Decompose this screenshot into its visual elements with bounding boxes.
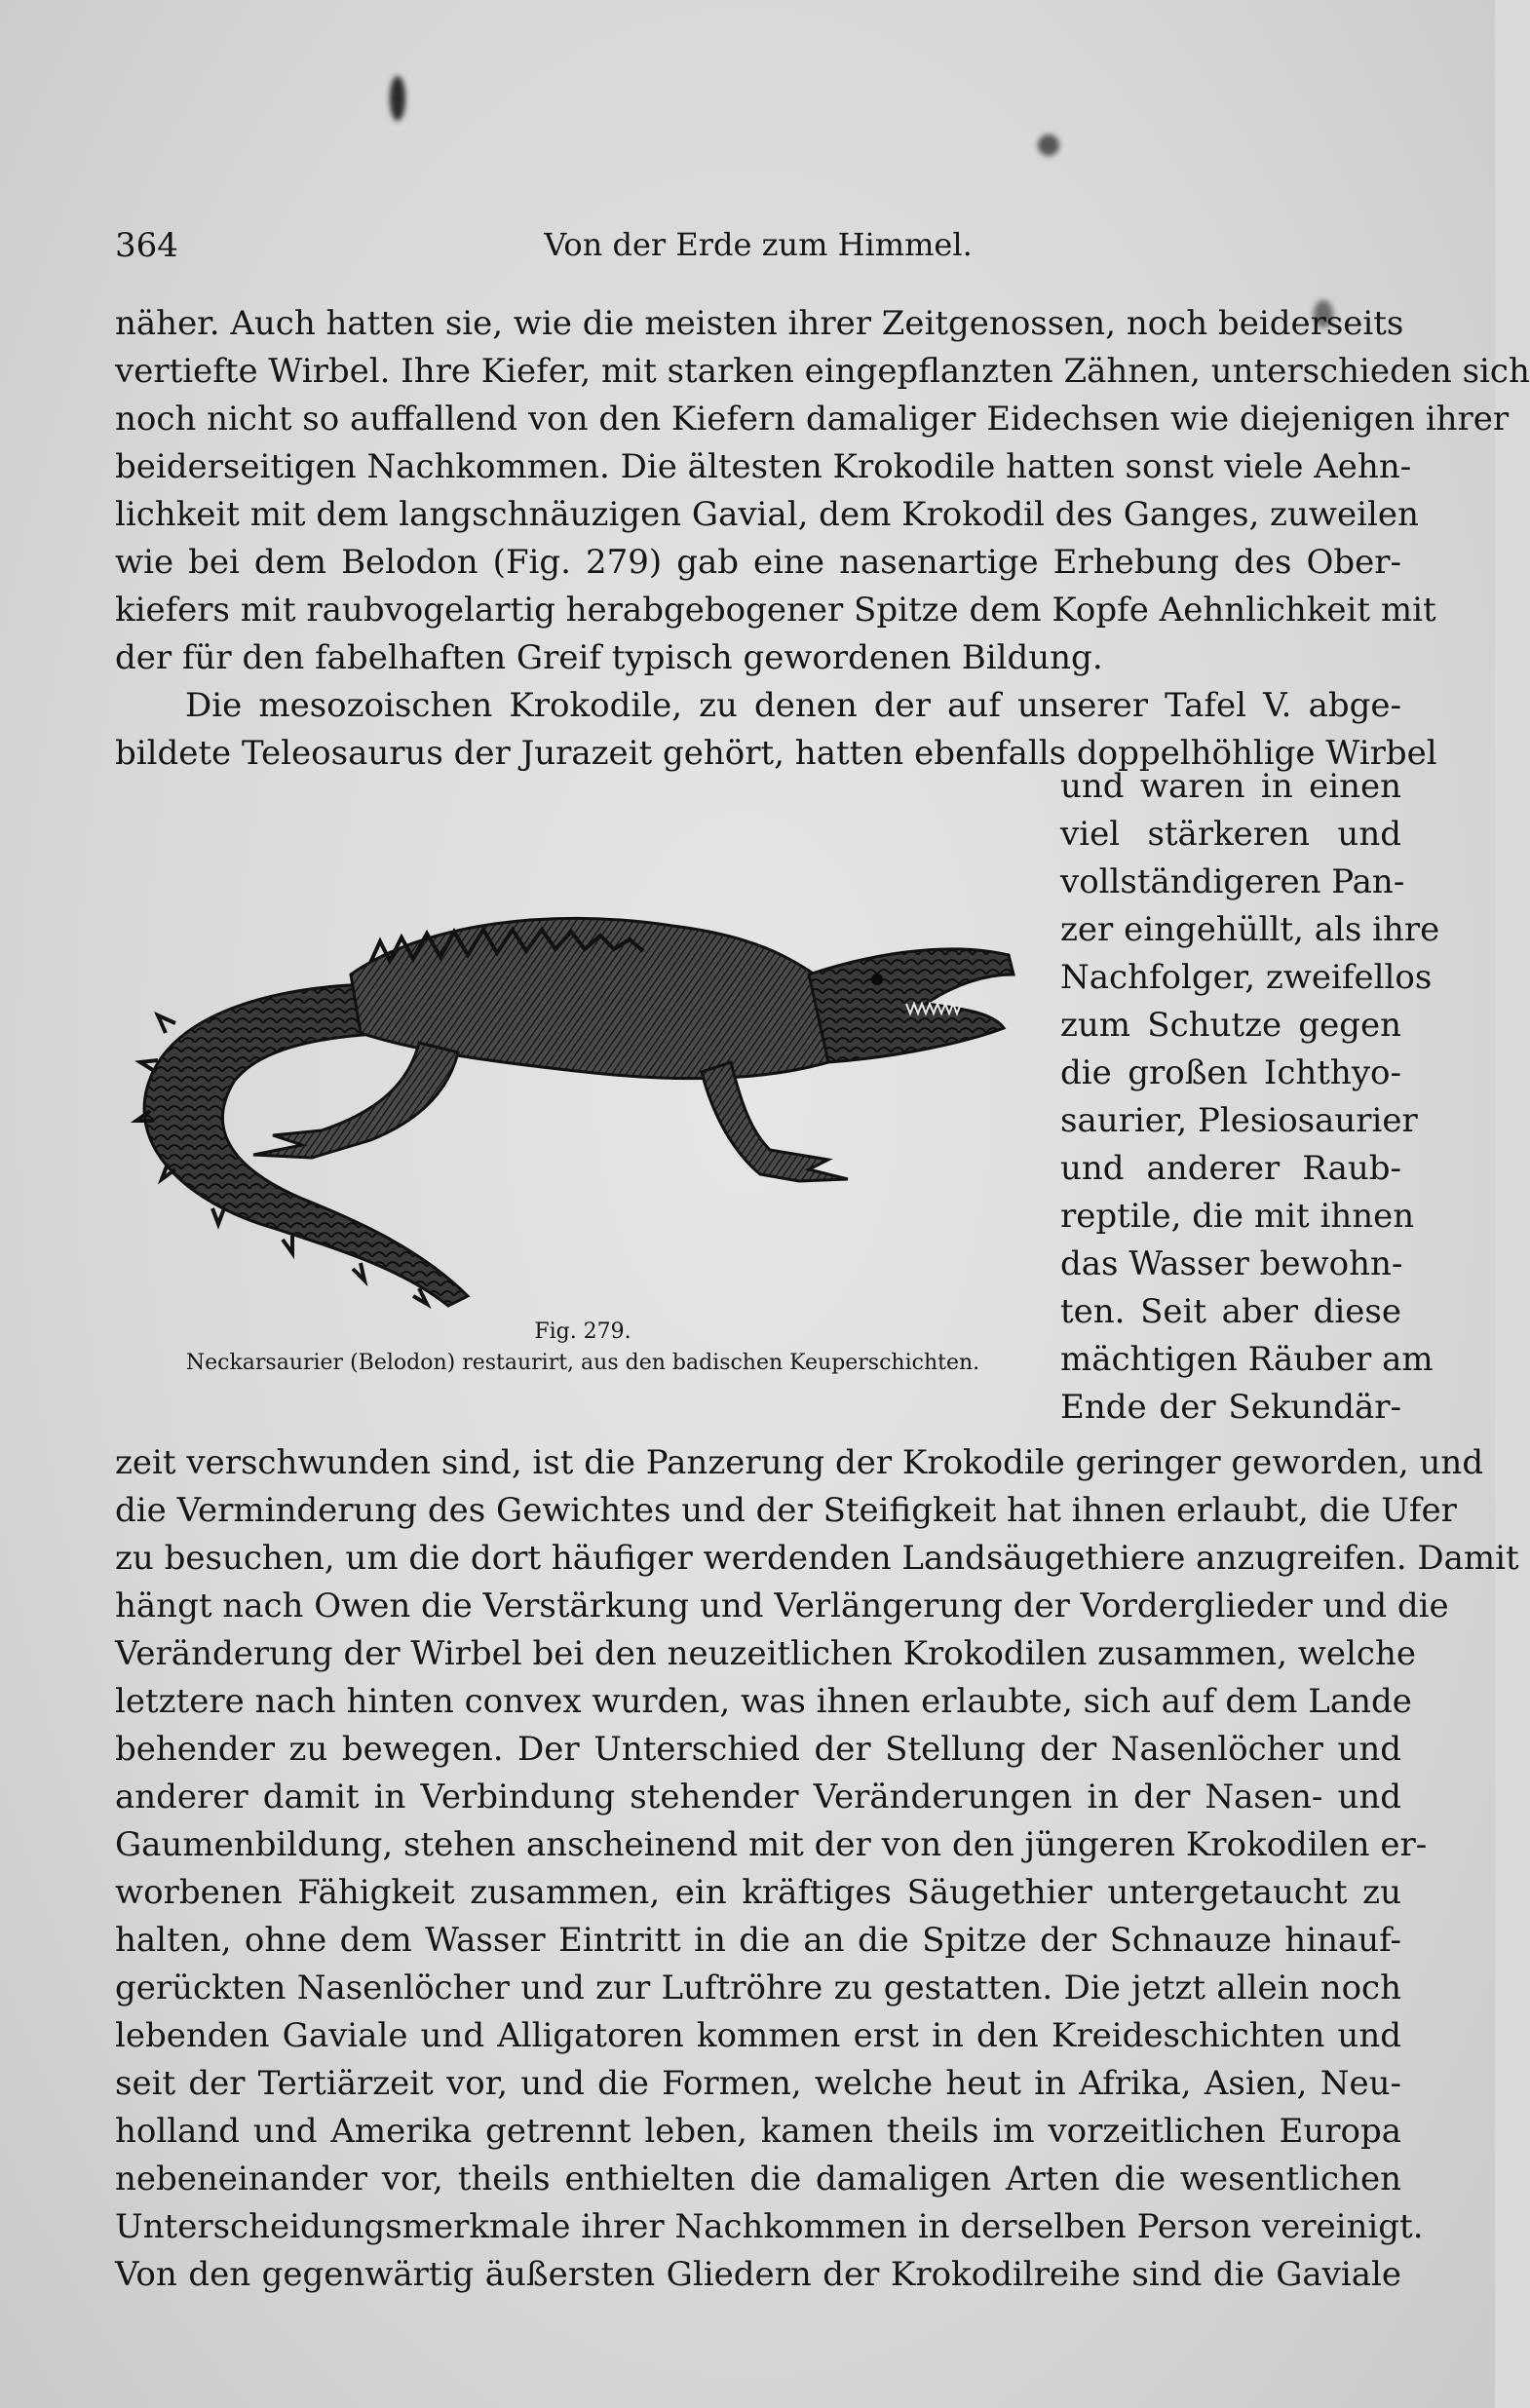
text-line: zum Schutze gegen [1060, 1006, 1401, 1045]
text-line: behender zu bewegen. Der Unterschied der Stellung der Nasenlöcher und [115, 1730, 1401, 1769]
text-line: halten, ohne dem Wasser Eintritt in die an die Spitze der Schnauze hinauf- [115, 1921, 1401, 1960]
text-line: Veränderung der Wirbel bei den neuzeitlichen Krokodilen zusammen, welche [115, 1634, 1416, 1673]
text-line: Von den gegenwärtig äußersten Gliedern der Krokodilreihe sind die Gaviale [115, 2255, 1401, 2294]
page-header [115, 216, 1401, 275]
text-line: nebeneinander vor, theils enthielten die damaligen Arten die wesentlichen [115, 2160, 1401, 2198]
text-line: und waren in einen [1060, 767, 1401, 806]
text-line: näher. Auch hatten sie, wie die meisten ihrer Zeitgenossen, noch beiderseits [115, 304, 1404, 343]
text-line: kiefers mit raubvogelartig herabgebogener Spitze dem Kopfe Aehnlichkeit mit [115, 591, 1436, 630]
text-line: lebenden Gaviale und Alligatoren kommen erst in den Kreideschichten und [115, 2016, 1401, 2055]
text-line: letztere nach hinten convex wurden, was ihnen erlaubte, sich auf dem Lande [115, 1682, 1412, 1721]
text-line: Gaumenbildung, stehen anscheinend mit der von den jüngeren Krokodilen er- [115, 1825, 1428, 1864]
text-line: bildete Teleosaurus der Jurazeit gehört, hatten ebenfalls doppelhöhlige Wirbel [115, 734, 1437, 773]
text-line: ten. Seit aber diese [1060, 1292, 1401, 1331]
text-line: die Verminderung des Gewichtes und der Steifigkeit hat ihnen erlaubt, die Ufer [115, 1491, 1457, 1530]
text-line: mächtigen Räuber am [1060, 1340, 1434, 1379]
figure-caption: Neckarsaurier (Belodon) restaurirt, aus den badischen Keuperschichten. [185, 1351, 980, 1375]
text-line: das Wasser bewohn- [1060, 1244, 1403, 1283]
ink-blot [1038, 134, 1059, 156]
crocodile-illustration [127, 838, 1023, 1306]
belodon-engraving-icon [127, 838, 1023, 1306]
text-line: beiderseitigen Nachkommen. Die ältesten Krokodile hatten sonst viele Aehn- [115, 447, 1412, 486]
text-line: gerückten Nasenlöcher und zur Luftröhre zu gestatten. Die jetzt allein noch [115, 1968, 1401, 2007]
text-line: und anderer Raub- [1060, 1149, 1401, 1188]
text-line: vollständigeren Pan- [1060, 862, 1405, 901]
text-line: vertiefte Wirbel. Ihre Kiefer, mit starken eingepflanzten Zähnen, unterschieden sich [115, 352, 1530, 391]
text-line: anderer damit in Verbindung stehender Veränderungen in der Nasen- und [115, 1777, 1401, 1816]
ink-blot [390, 76, 405, 121]
figure-number: Fig. 279. [534, 1319, 631, 1344]
paragraph-1 [115, 300, 1530, 682]
paragraph-2-continued [115, 1439, 1519, 2299]
text-line: lichkeit mit dem langschnäuzigen Gavial, dem Krokodil des Ganges, zuweilen [115, 495, 1419, 534]
text-line: Die mesozoischen Krokodile, zu denen der auf unserer Tafel V. abge- [185, 686, 1401, 725]
text-line: Unterscheidungsmerkmale ihrer Nachkommen in derselben Person vereinigt. [115, 2207, 1424, 2246]
text-line: wie bei dem Belodon (Fig. 279) gab eine nasenartige Erhebung des Ober- [115, 543, 1401, 582]
text-line: seit der Tertiärzeit vor, und die Formen, welche heut in Afrika, Asien, Neu- [115, 2064, 1401, 2103]
text-line: der für den fabelhaften Greif typisch gewordenen Bildung. [115, 638, 1103, 677]
text-line: zu besuchen, um die dort häufiger werdenden Landsäugethiere anzugreifen. Damit [115, 1539, 1519, 1578]
text-line: worbenen Fähigkeit zusammen, ein kräftiges Säugethier untergetaucht zu [115, 1873, 1401, 1912]
running-title: Von der Erde zum Himmel. [544, 226, 973, 263]
paragraph-2-column [1060, 763, 1440, 1432]
text-line: reptile, die mit ihnen [1060, 1197, 1415, 1236]
text-line: zeit verschwunden sind, ist die Panzerung der Krokodile geringer geworden, und [115, 1443, 1484, 1482]
text-line: Ende der Sekundär- [1060, 1388, 1401, 1427]
text-line: zer eingehüllt, als ihre [1060, 910, 1440, 949]
text-line: die großen Ichthyo- [1060, 1053, 1401, 1092]
text-line: holland und Amerika getrennt leben, kamen theils im vorzeitlichen Europa [115, 2112, 1401, 2151]
text-line: viel stärkeren und [1060, 815, 1401, 854]
text-line: noch nicht so auffallend von den Kiefern damaliger Eidechsen wie diejenigen ihrer [115, 400, 1510, 439]
text-line: saurier, Plesiosaurier [1060, 1101, 1418, 1140]
page-number: 364 [115, 226, 178, 265]
text-line: Nachfolger, zweifellos [1060, 958, 1433, 997]
text-line: hängt nach Owen die Verstärkung und Verlängerung der Vorderglieder und die [115, 1586, 1449, 1625]
